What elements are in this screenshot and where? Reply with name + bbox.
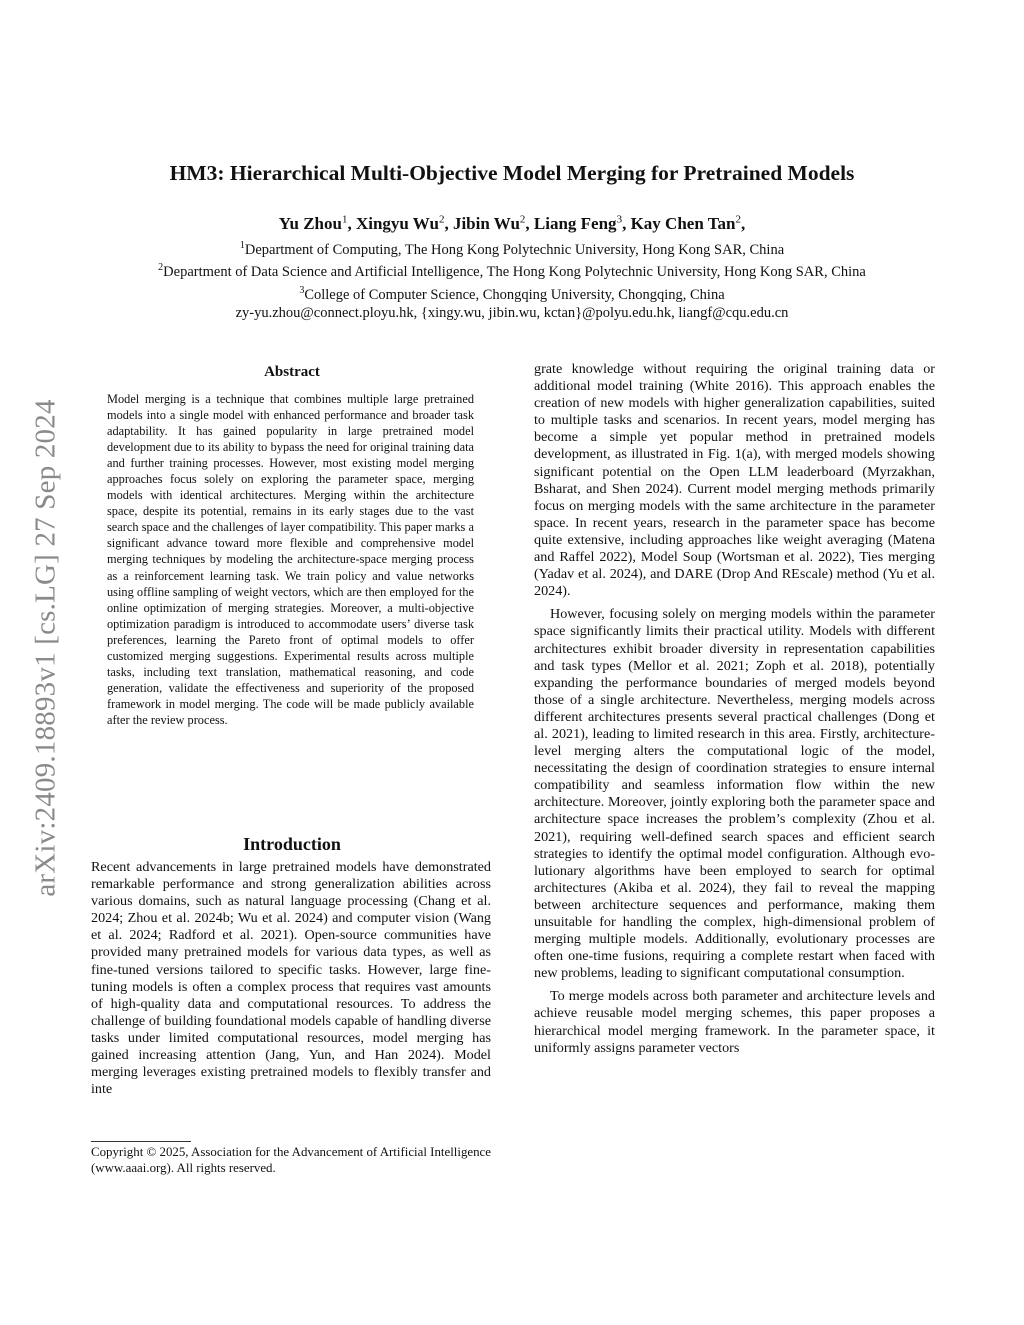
abstract-text: Model merging is a technique that combines multiple large pretrained models into a single model with enhanced performance and broader task adaptability. It has gained popularity in large pretrained model development due to its ability to bypass the need for original training data and further training processes. However, most existing model merging approaches focus solely on exploring the parameter space, merging models with identical architectures. Merging within the architecture space, despite its potential, remains in its early stages due to the vast search space and the challenges of layer compatibility. This paper marks a significant advance toward more flexible and comprehensive model merging techniques by modeling the architecture-space merging process as a reinforcement learning task. We train policy and value networks using offline sampling of weight vectors, which are then employed for the online optimization of merging strategies. Moreover, a multi-objective optimization paradigm is introduced to accommodate users’ diverse task preferences, learning the Pareto front of optimal models to offer customized merging suggestions. Experimental results across multiple tasks, including text translation, mathematical reasoning, and code generation, validate the effectiveness and superiority of the proposed framework in model merging. The code will be made publicly available after the review process. — [107, 392, 474, 727]
affiliations — [60, 237, 964, 322]
arxiv-identifier: arXiv:2409.18893v1 [cs.LG] 27 Sep 2024 — [29, 399, 62, 897]
footnote-rule — [91, 1141, 191, 1142]
affiliation: $^1$Department of Computing, The Hong Kong Polytechnic University, Hong Kong SAR, China — [239, 240, 785, 258]
paper-title: HM3: Hierarchical Multi-Objective Model Merging for Pretrained Models — [169, 161, 855, 185]
author: Kay Chen Tan$^2$, — [630, 213, 746, 233]
introduction-heading: Introduction — [243, 834, 341, 854]
author-list — [60, 207, 964, 236]
right-column — [534, 361, 935, 1057]
affiliation: $^3$College of Computer Science, Chongqing University, Chongqing, China — [299, 284, 725, 303]
author: Jibin Wu$^2$, — [452, 213, 534, 233]
paragraph: However, focusing solely on merging models within the parameter space significantly limits their practical utility. Models with different architectures exhibit broader diversity in representation capabilities and task types (Mellor et al. 2021; Zoph et al. 2018), potentially expanding the performance boundaries of merged models beyond those of a single architecture. Nevertheless, merging models across different architectures presents several practical challenges (Dong et al. 2021), leading to limited research in this area. Firstly, architecture-level merging alters the computational logic of the model, necessitating the design of coordination strategies to ensure internal compatibility and seamless information flow within the new architecture. Moreover, jointly exploring both the parameter space and architecture space increases the problem’s complexity (Zhou et al. 2021), requiring well-defined search spaces and efficient search strategies to identify the optimal model configuration. Although evolutionary algorithms have been employed to search for optimal architectures (Akiba et al. 2024), they fail to reveal the mapping between architecture sequences and performance, making them unsuitable for handling the complex, high-dimensional problem of merging multiple models. Additionally, evolutionary processes are often one-time fusions, requiring a complete restart when faced with new problems, leading to significant computational consumption. — [534, 606, 935, 982]
author: Xingyu Wu$^2$, — [355, 213, 453, 233]
author: Yu Zhou$^1$, — [278, 213, 356, 233]
affiliation: $^2$Department of Data Science and Artificial Intelligence, The Hong Kong Polytechnic University, Hong Kong SAR, China — [158, 262, 866, 281]
paragraph: grate knowledge without requiring the original training data or additional model training (White 2016). This approach enables the creation of new models with higher generalization capabilities, suited to multiple tasks and scenarios. In recent years, model merging has become a simple yet popular method in pretrained models development, as illustrated in Fig. 1(a), with merged models showing significant potential on the Open LLM leaderboard (Myrzakhan, Bsharat, and Shen 2024). Current model merging methods primarily focus on merging models with the same architecture in the parameter space. In recent years, research in the parameter space has become quite extensive, including approaches like weight averaging (Matena and Raffel 2022), Model Soup (Wortsman et al. 2022), Ties merging (Yadav et al. 2024), and DARE (Drop And REscale) method (Yu et al. 2024). — [534, 361, 935, 600]
arxiv-sidebar — [28, 352, 64, 944]
copyright-footnote: Copyright © 2025, Association for the Advancement of Artificial Intelligence (www.aaai.org). All rights reserved. — [91, 1145, 491, 1175]
abstract-heading: Abstract — [264, 364, 320, 380]
paragraph: To merge models across both parameter and architecture levels and achieve reusable model merging schemes, this paper proposes a hierarchical model merging framework. In the parameter space, it uniformly assigns parameter vectors — [534, 988, 935, 1056]
introduction-text: Recent advancements in large pretrained models have demonstrated remarkable performance and strong generalization abilities across various domains, such as natural language processing (Chang et al. 2024; Zhou et al. 2024b; Wu et al. 2024) and computer vision (Wang et al. 2024; Radford et al. 2021). Open-source communities have provided many pretrained models for various data types, as well as fine-tuned versions tailored to specific tasks. However, large fine-tuning models is often a complex process that requires vast amounts of high-quality data and computational resources. To address the challenge of building foundational models capable of handling diverse tasks under limited computational resources, model merging has gained increasing attention (Jang, Yun, and Han 2024). Model merging leverages existing pretrained models to flexibly transfer and inte — [91, 859, 491, 1098]
author-emails: zy-yu.zhou@connect.ployu.hk, {xingy.wu, jibin.wu, kctan}@polyu.edu.hk, liangf@cqu.edu.cn — [235, 304, 789, 321]
author: Liang Feng$^3$, — [533, 213, 631, 233]
